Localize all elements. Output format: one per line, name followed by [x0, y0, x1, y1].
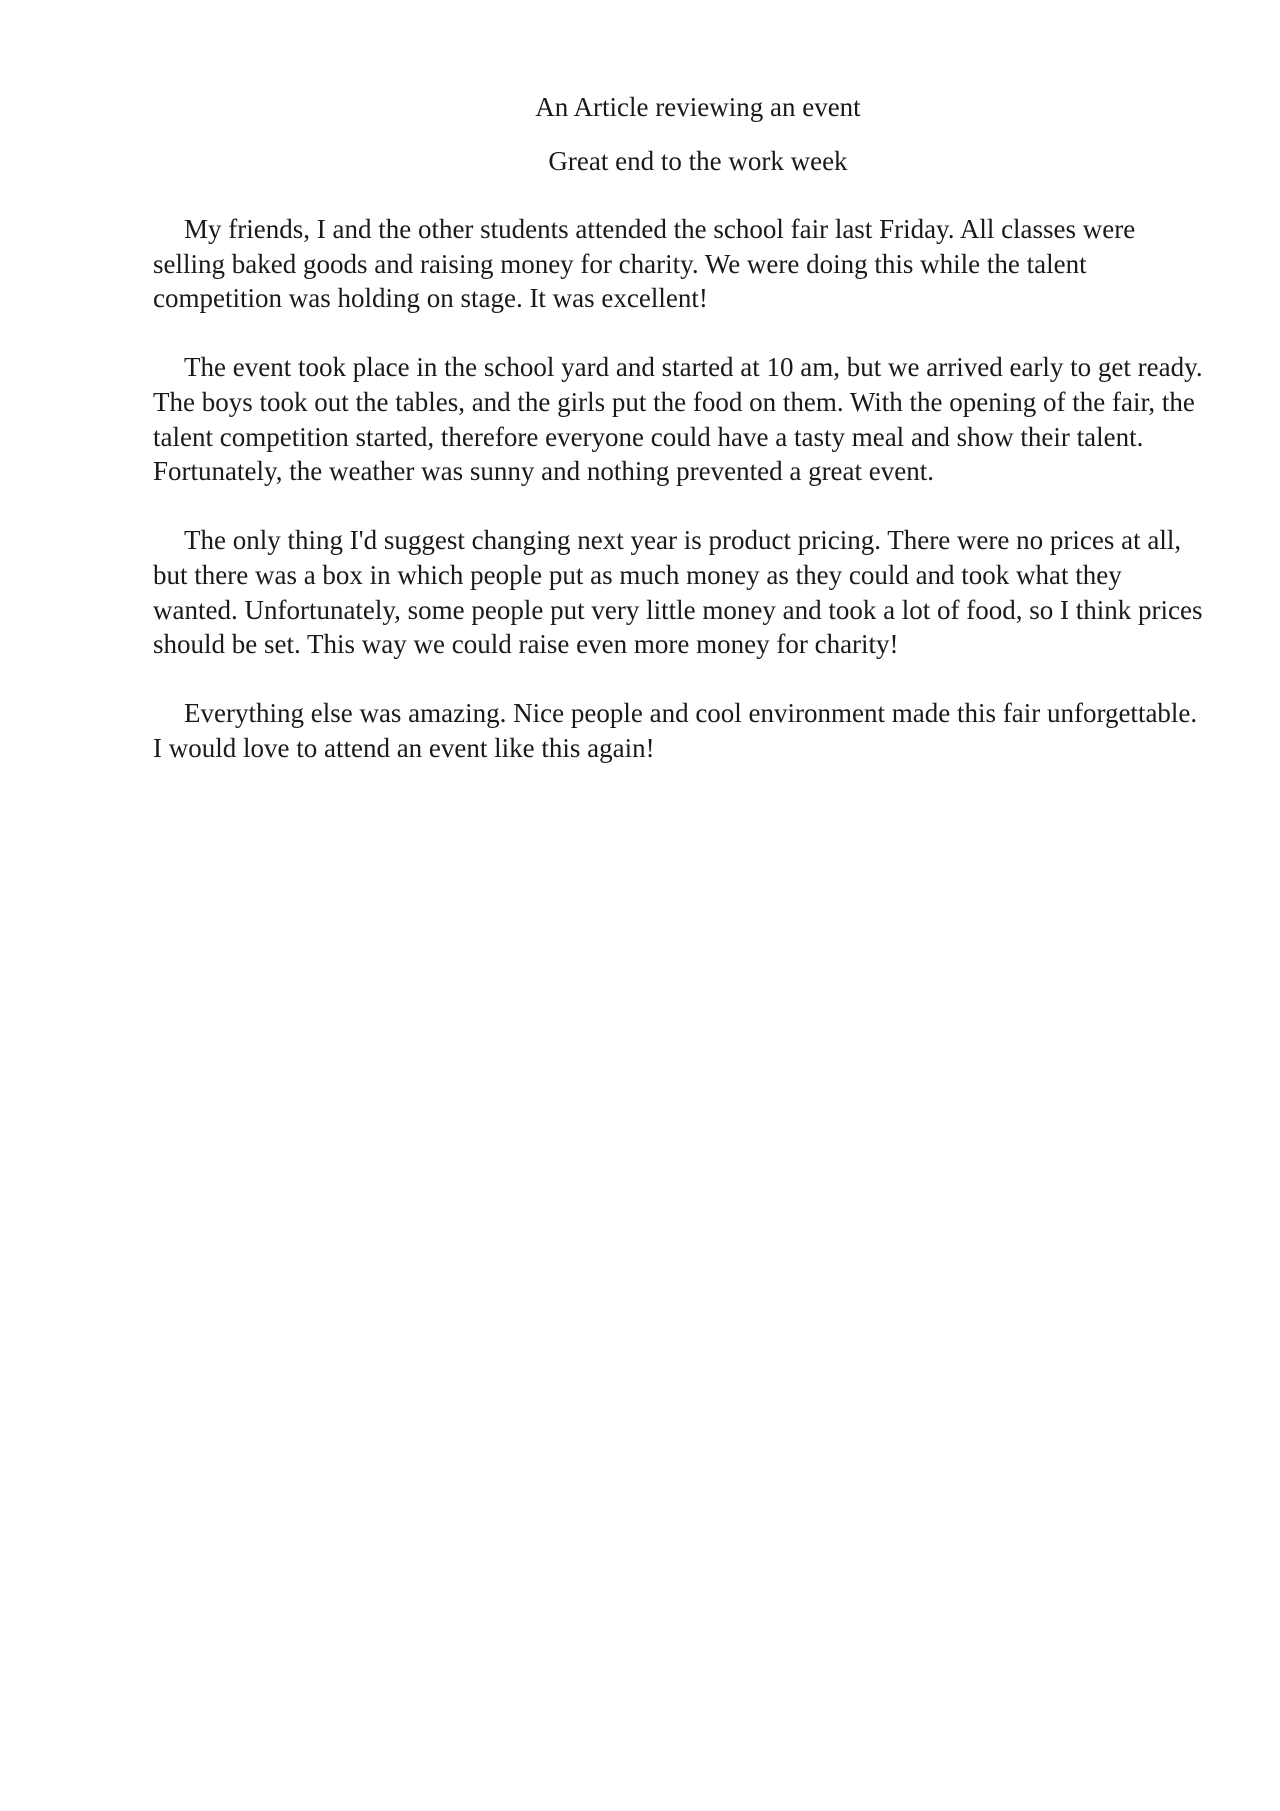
document-content [153, 90, 1203, 800]
paragraph: My friends, I and the other students attended the school fair last Friday. All classes were selling baked goods and raising money for charity. We were doing this while the talent competition was holding on stage. It was excellent! [153, 214, 1136, 314]
document-body [153, 212, 1203, 766]
document-title: An Article reviewing an event [535, 92, 861, 122]
paragraph: Everything else was amazing. Nice people and cool environment made this fair unforgettable. I would love to attend an event like this again! [153, 698, 1198, 763]
paragraph: The event took place in the school yard and started at 10 am, but we arrived early to get ready. The boys took out the tables, and the girls put the food on them. With the opening of the fair, the talent competition started, therefore everyone could have a tasty meal and show their talent. Fortunately, the weather was sunny and nothing prevented a great event. [153, 352, 1203, 487]
paragraph: The only thing I'd suggest changing next year is product pricing. There were no prices at all, but there was a box in which people put as much money as they could and took what they wanted. Unfortunately, some people put very little money and took a lot of food, so I think prices should be set. This way we could raise even more money for charity! [153, 525, 1203, 660]
document-subtitle: Great end to the work week [548, 146, 848, 176]
